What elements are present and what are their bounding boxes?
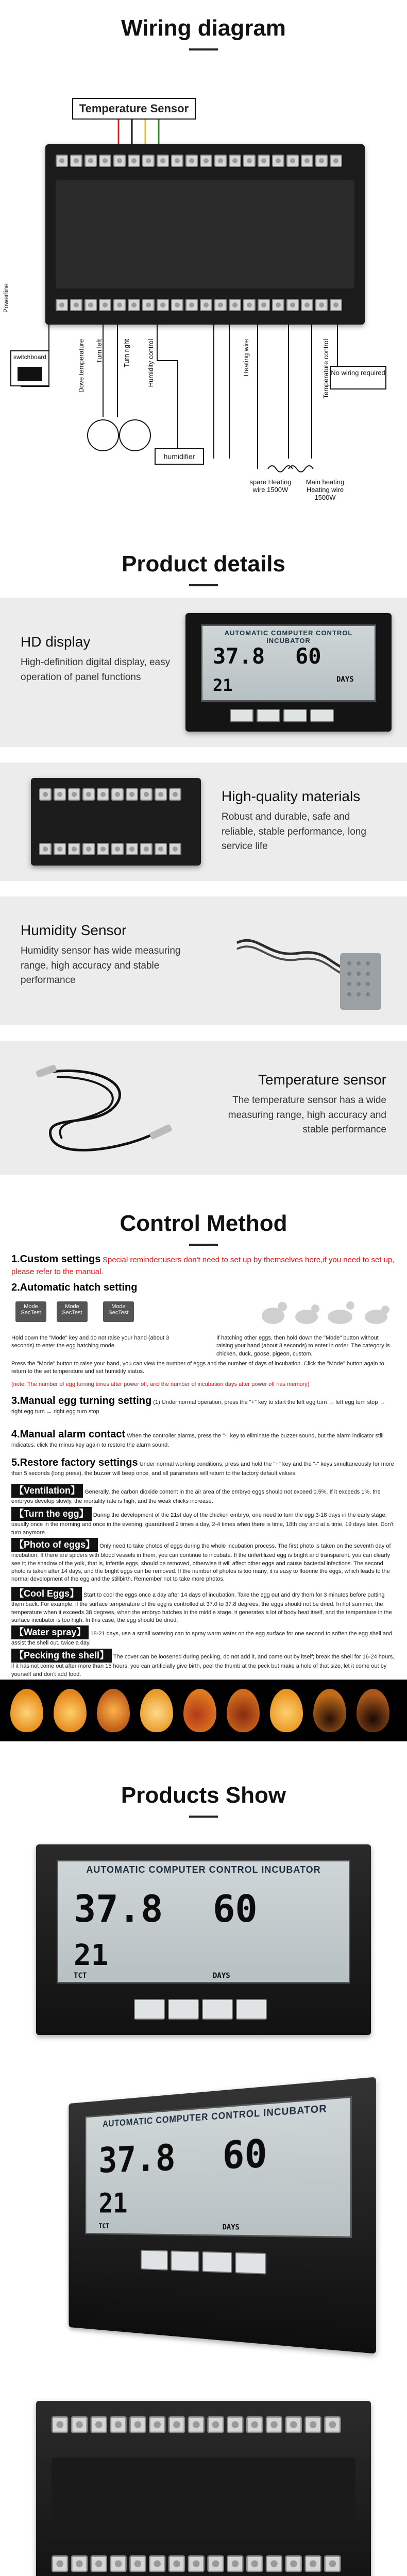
switchboard <box>10 350 49 386</box>
egg-4 <box>140 1689 173 1732</box>
detail-humidity-title: Humidity Sensor <box>21 922 127 938</box>
temp-sensor-box: Temperature Sensor <box>72 98 196 120</box>
tip-turn-egg: 【Turn the egg】 During the development of the 21st day of the chicken embryo, one need to turn the egg 3-18 days in the early stage, usually once in the morning and once in the evening, guaranteed 2 times a day, 2-4 times when there is time, 18th day and at a time, 19 days later. Don't turn anymore. <box>11 1507 396 1537</box>
tip-ventilation: 【Ventilation】 Generally, the carbon dioxide content in the air area of the embryo eggs should not exceed 0.5%. If it exceeds 1%, the embryos develop slowly, the mortality rate is high, and the weak chicks increase. <box>11 1484 396 1506</box>
humidity-sensor-image <box>227 912 392 1015</box>
vlabel-turn-right: Turn right <box>123 339 130 368</box>
s5-title: 5.Restore factory settings <box>11 1457 138 1468</box>
egg-7 <box>270 1689 303 1732</box>
s3-text: (1) Under normal operation, press the "+" key to start the left egg turn → left egg turn stop → right egg turn → right egg turn stop <box>11 1399 385 1415</box>
show1-brand: AUTOMATIC COMPUTER CONTROL INCUBATOR <box>86 1865 321 1875</box>
show2-screen <box>85 2096 352 2239</box>
s2-text-a: Hold down the "Mode" key and do not raise your hand (about 3 seconds) to enter the egg hatching mode <box>11 1335 169 1349</box>
main-heating-label: Main heating Heating wire 1500W <box>306 478 345 501</box>
detail-temp-text <box>222 1072 386 1138</box>
s2-keys-row <box>0 1298 407 1334</box>
control-s2 <box>11 1280 396 1295</box>
s3-title: 3.Manual egg turning setting <box>11 1395 152 1406</box>
hd-temp: 37.8 <box>213 643 265 669</box>
tip-pecking: 【Pecking the shell】 The cover can be loosened during pecking, do not add it, and come out by itself; break the shell for 16-24 hours, if it has not come out after more than 15 hours, you can artificially give birth, peel the thumb at the peck but make a hole of that size, let it come out by yourself and don't add food. <box>11 1649 396 1679</box>
s2-title: 2.Automatic hatch setting <box>11 1282 138 1293</box>
show1-days: 21 <box>74 1939 109 1972</box>
control-s4 <box>11 1427 396 1449</box>
control-s3 <box>11 1394 396 1416</box>
egg-8 <box>313 1689 346 1732</box>
tip-water: 【Water spray】 18-21 days, use a small watering can to spray warm water on the egg surface for one second to soften the egg shell and assist the shell out, twice a day. <box>11 1625 396 1648</box>
detail-materials-text <box>222 788 386 854</box>
show2-buttons <box>141 2250 266 2275</box>
detail-hd-text <box>21 634 175 685</box>
show1-hum: 60 <box>213 1887 258 1930</box>
detail-materials-desc: Robust and durable, safe and reliable, stable performance, long service life <box>222 811 366 852</box>
wiring-diagram <box>0 57 407 520</box>
hd-buttons <box>230 709 334 722</box>
no-wiring-box: No wiring required <box>330 366 386 389</box>
mode-key-1: Mode SecTest <box>15 1301 46 1322</box>
product-details-title: Product details <box>0 551 407 586</box>
show2-days-label: DAYS <box>222 2223 240 2232</box>
s1-note: Special reminder:users don't need to set up by themselves here,if you need to set up, please refer to the manual. <box>11 1256 395 1276</box>
detail-temp-title: Temperature sensor <box>258 1072 386 1088</box>
show1-temp: 37.8 <box>74 1887 163 1930</box>
egg-5 <box>183 1689 216 1732</box>
detail-humidity-text <box>21 922 185 988</box>
detail-temperature <box>0 1041 407 1175</box>
hd-days: 21 <box>213 675 233 695</box>
s4-title: 4.Manual alarm contact <box>11 1429 126 1440</box>
bird-icons <box>258 1298 402 1329</box>
switchboard-label: switchboard <box>13 353 47 361</box>
mode-key-3: Mode SecTest <box>103 1301 134 1322</box>
s5-text: Under normal working conditions, press and hold the "+" key and the "-" keys simultaneously for more than 5 seconds (long press), the buzzer will beep once, and all parameters will return to the factory default values. <box>11 1461 394 1477</box>
egg-3 <box>97 1689 130 1732</box>
controller-back <box>45 144 365 325</box>
show1-screen <box>57 1860 350 1984</box>
s2-text-c: Press the "Mode" button to raise your hand, you can view the number of eggs and the number of days of incubation. Click the "Mode" button again to return to the set temperature and set humidity status. <box>11 1361 384 1375</box>
terminal-row-top <box>56 155 342 167</box>
egg-6 <box>227 1689 260 1732</box>
wiring-title: Wiring diagram <box>0 15 407 50</box>
control-title: Control Method <box>0 1211 407 1246</box>
detail-temp-desc: The temperature sensor has a wide measuring range, high accuracy and stable performance <box>228 1095 386 1135</box>
show3-terminals-bottom <box>52 2555 341 2572</box>
detail-humidity-desc: Humidity sensor has wide measuring range, high accuracy and stable performance <box>21 945 181 986</box>
detail-hd-display <box>0 598 407 747</box>
vlabel-turn-left: Turn left <box>95 339 103 364</box>
show3-back-panel <box>52 2458 355 2540</box>
s2-note: (note: The number of egg turning times after power off, and the number of incubation days after power off has memory) <box>11 1381 310 1387</box>
vlabel-temperature-control: Temperature control <box>322 339 330 399</box>
egg-9 <box>357 1689 389 1732</box>
hd-brand: AUTOMATIC COMPUTER CONTROL INCUBATOR <box>224 629 353 645</box>
s2-text-b: If hatching other eggs, then hold down the "Mode" button without raising your hand (about 3 seconds) to enter in order. The category is chicken, duck, goose, pigeon, custom. <box>216 1335 390 1357</box>
show1-buttons <box>134 1999 267 2020</box>
show-controller-2 <box>69 2077 376 2353</box>
materials-image <box>31 778 201 866</box>
detail-hd-desc: High-definition digital display, easy operation of panel functions <box>21 657 171 683</box>
hd-days-label: DAYS <box>336 675 354 684</box>
control-s5 <box>11 1455 396 1478</box>
powerline-label: Powerline <box>2 283 10 313</box>
show2-tct: TCT <box>98 2222 110 2230</box>
hd-controller <box>185 613 392 732</box>
control-s1 <box>11 1252 396 1277</box>
temp-sensor-image <box>21 1056 185 1159</box>
detail-materials-title: High-quality materials <box>222 788 361 804</box>
hd-screen <box>201 624 376 702</box>
products-show-title: Products Show <box>0 1783 407 1818</box>
vlabel-heating-wire: Heating wire <box>242 339 250 377</box>
hd-hum: 60 <box>295 643 321 669</box>
egg-2 <box>54 1689 87 1732</box>
controller-back-panel <box>56 180 354 289</box>
show-controller-3 <box>36 2401 371 2576</box>
humidifier-box: humidifier <box>155 448 204 465</box>
mode-key-2: Mode SecTest <box>57 1301 88 1322</box>
vlabel-dove-temperature: Dove temperature <box>77 339 85 393</box>
egg-1 <box>10 1689 43 1732</box>
spare-heating-label: spare Heating wire 1500W <box>249 478 292 494</box>
show2-temp: 37.8 <box>98 2136 176 2181</box>
show-controller-1 <box>36 1844 371 2035</box>
show3-terminals-top <box>52 2416 341 2433</box>
s1-title: 1.Custom settings <box>11 1253 101 1265</box>
vlabel-humidity-control: Humidity control <box>147 339 155 387</box>
detail-materials <box>0 762 407 881</box>
tip-photo: 【Photo of eggs】 Only need to take photos of eggs during the whole incubation process. The first photo is taken on the seventh day of incubation. If there are spiders with blood vessels in them, you can continue to incubate. If the unfertilized egg is bright and transparent, you can clearly see it; the shadow of the yolk, that is, infertile eggs, should be removed, otherwise it will affect other eggs and cause bacterial infections. The second photo is taken after 14 days, and the bright eggs can be removed. If the number of photos is too many, it is easy to fluorine the eggs, which leads to the normal development of the egg and the stillbirth. Remember not to take more photos. <box>11 1538 396 1584</box>
egg-candling-strip <box>0 1680 407 1741</box>
detail-humidity <box>0 896 407 1025</box>
detail-hd-title: HD display <box>21 634 91 650</box>
show2-brand: AUTOMATIC COMPUTER CONTROL INCUBATOR <box>103 2103 327 2129</box>
terminal-row-bottom <box>56 299 342 311</box>
s4-text: When the controller alarms, press the "-" key to eliminate the buzzer sound, but the alarm indicator still indicates. click the minus key again to restore the alarm sound. <box>11 1433 384 1448</box>
show2-days: 21 <box>98 2188 128 2219</box>
show2-hum: 60 <box>222 2131 267 2178</box>
show1-tct: TCT <box>74 1972 87 1980</box>
tip-cool: 【Cool Eggs】 Start to cool the eggs once a day after 14 days of incubation. Take the egg out and dry them for 3 minutes before putting them back. For example, if the surface temperature of the egg is controlled at 37.0 to 37.8 degrees, the eggs should not be dried. In hot summer, the temperature when it exceeds 38 degrees, when the embryo hatches in the middle stage, it generates a lot of body heat itself, and the temperature in the surface incubator is too high. In this case, the egg should be dried. <box>11 1587 396 1624</box>
show1-days-label: DAYS <box>213 1972 230 1980</box>
switch-icon <box>18 367 42 381</box>
